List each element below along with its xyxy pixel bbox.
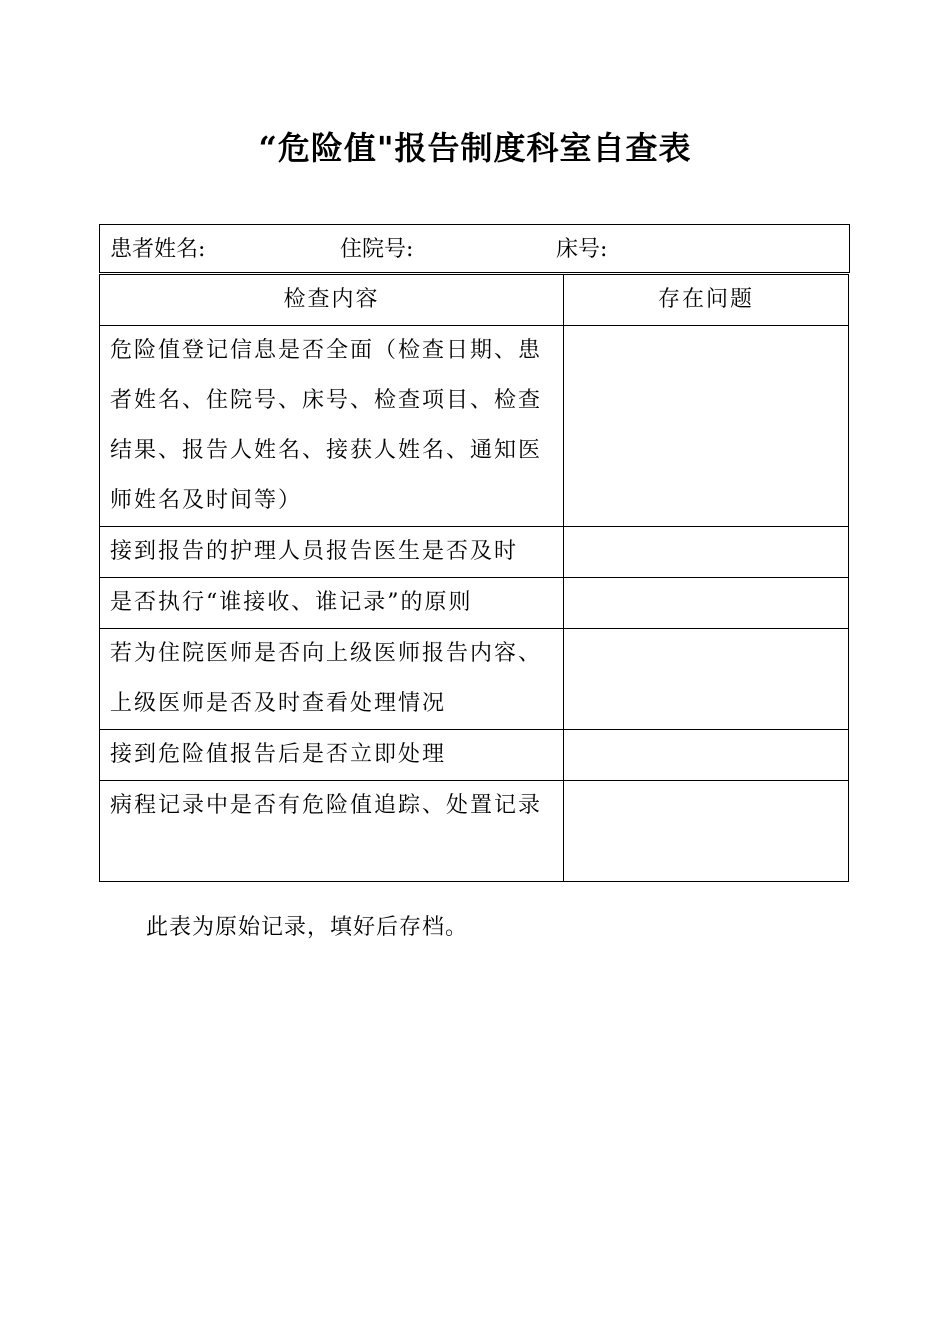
bed-number-label: 床号: [556,237,608,262]
table-row [100,781,849,882]
issue-cell[interactable] [564,326,849,527]
table-row [100,730,849,781]
header-check-content: 检查内容 [100,275,564,326]
check-item-cell: 危险值登记信息是否全面（检查日期、患者姓名、住院号、床号、检查项目、检查结果、报告人姓名、接获人姓名、通知医师姓名及时间等） [100,326,564,527]
issue-cell[interactable] [564,527,849,578]
issue-cell[interactable] [564,629,849,730]
check-item-cell: 若为住院医师是否向上级医师报告内容、上级医师是否及时查看处理情况 [100,629,564,730]
table-row [100,629,849,730]
header-existing-issues: 存在问题 [564,275,849,326]
check-item-cell: 接到危险值报告后是否立即处理 [100,730,564,781]
issue-cell[interactable] [564,578,849,629]
patient-name-label: 患者姓名: [110,237,206,262]
patient-info-row [99,224,850,273]
table-header-row [100,275,849,326]
issue-cell[interactable] [564,730,849,781]
table-row [100,326,849,527]
check-item-cell: 接到报告的护理人员报告医生是否及时 [100,527,564,578]
footer-note: 此表为原始记录，填好后存档。 [146,915,469,940]
check-item-cell: 病程记录中是否有危险值追踪、处置记录 [100,781,564,882]
table-row [100,578,849,629]
issue-cell[interactable] [564,781,849,882]
check-item-cell: 是否执行“谁接收、谁记录”的原则 [100,578,564,629]
self-check-table [99,274,849,882]
page-title: “危险值"报告制度科室自查表 [258,129,692,167]
admission-number-label: 住院号: [340,237,414,262]
table-row [100,527,849,578]
